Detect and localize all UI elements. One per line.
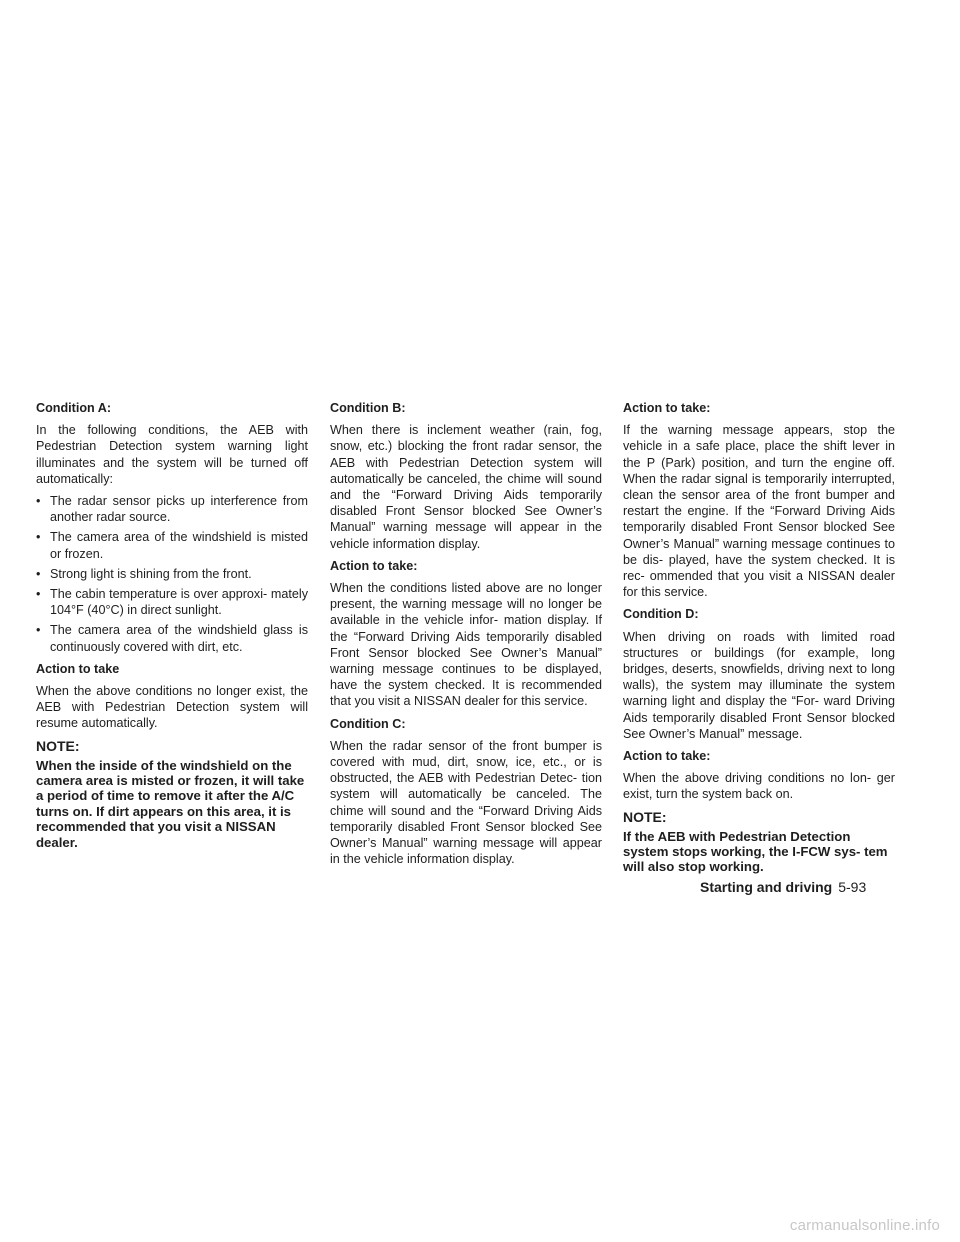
action-to-take-heading: Action to take: [330,558,418,573]
condition-c-text: When the radar sensor of the front bumper is covered with mud, dirt, snow, ice, etc., or is obstructed, the AEB with Pedestrian Detec- tion system will automatically be canceled. The chime will sound and the “Forward Driving Aids temporarily disabled Front Sensor blocked See Owner’s Manual” warning message will appear in the vehicle information display. [330,738,602,867]
action-to-take-text: When the conditions listed above are no longer present, the warning message will no longer be available in the vehicle infor- mation display. If the “Forward Driving Aids temporarily disabled Front Sensor blocked See Owner’s Manual” warning message continues to be displayed, have the system checked. It is recommended that you visit a NISSAN dealer for this service. [330,581,602,709]
list-item: • Strong light is shining from the front. [36,566,252,581]
action-to-take-text-2: When the above driving conditions no lon- ger exist, turn the system back on. [623,771,895,802]
column-right [623,400,895,881]
bullet-icon: • [36,587,41,602]
list-item: • The camera area of the windshield is misted or frozen. [36,530,308,561]
note-heading: NOTE: [623,808,667,825]
action-to-take-heading: Action to take [36,661,120,676]
action-to-take-text: If the warning message appears, stop the vehicle in a safe place, place the shift lever in the P (Park) position, and turn the engine off. When the radar signal is temporarily interrupted, clean the sensor area of the front bumper and restart the engine. If the “Forward Driving Aids temporarily disabled Front Sensor blocked See Owner’s Manual” warning message continues to be dis- played, have the system checked. It is rec- ommended that you visit a NISSAN dealer for this service. [623,423,895,600]
condition-d-heading: Condition D: [623,607,699,622]
bullet-icon: • [36,566,41,581]
list-item: • The camera area of the windshield glass is continuously covered with dirt, etc. [36,623,308,654]
condition-a-list [36,493,308,655]
watermark: carmanualsonline.info [789,1217,940,1234]
condition-b-heading: Condition B: [330,401,406,415]
condition-c-heading: Condition C: [330,716,406,731]
page-footer [700,878,896,896]
note-heading: NOTE: [36,737,80,754]
condition-d-text: When driving on roads with limited road structures or buildings (for example, long bridges, deserts, snowfields, driving next to long walls), the system may illuminate the system warning light and display the “For- ward Driving Aids temporarily disabled Front Sensor blocked See Owner’s Manual” message. [623,629,895,741]
condition-b-text: When there is inclement weather (rain, fog, snow, etc.) blocking the front radar sensor, the AEB with Pedestrian Detection system will automatically be canceled, the chime will sound and the “Forward Driving Aids temporarily disabled Front Sensor blocked See Owner’s Manual” warning message will appear in the vehicle information display. [330,423,602,551]
note-text: When the inside of the windshield on the camera area is misted or frozen, it will take a period of time to remove it after the A/C turns on. If dirt appears on this area, it is recommended that you visit a NISSAN dealer. [36,757,305,850]
bullet-icon: • [36,494,41,509]
list-item: • The radar sensor picks up interference from another radar source. [36,494,308,525]
action-to-take-heading: Action to take: [623,401,711,415]
column-middle [330,400,602,873]
bullet-icon: • [36,623,41,638]
list-item: • The cabin temperature is over approxi- mately 104°F (40°C) in direct sunlight. [36,587,308,618]
section-title: Starting and driving [700,879,833,895]
page-number: 5-93 [838,879,867,895]
column-left [36,400,308,856]
condition-a-intro: In the following conditions, the AEB with Pedestrian Detection system warning light illuminates and the system will be turned off automatically: [36,423,308,486]
bullet-icon: • [36,530,41,545]
action-to-take-heading-2: Action to take: [623,749,711,764]
note-text: If the AEB with Pedestrian Detection system stops working, the I-FCW sys- tem will also stop working. [623,828,888,875]
condition-a-heading: Condition A: [36,401,112,415]
action-to-take-text: When the above conditions no longer exist, the AEB with Pedestrian Detection system will resume automatically. [36,684,308,731]
